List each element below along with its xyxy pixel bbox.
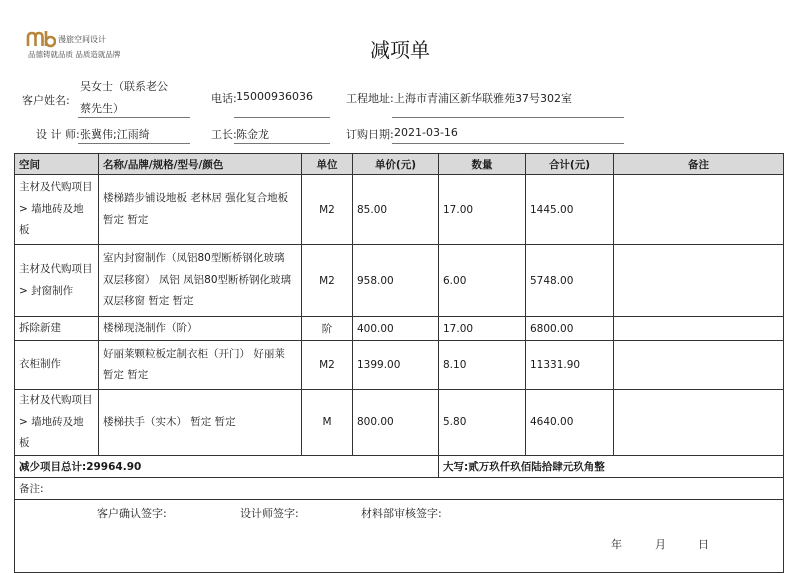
customer-name-line1: 吴女士（联系老公	[80, 80, 168, 93]
total-cell: 6800.00	[526, 317, 614, 341]
year-label: 年	[611, 537, 622, 551]
item-name-cell: 楼梯现浇制作（阶）	[99, 317, 302, 341]
col-header-name: 名称/品牌/规格/型号/颜色	[99, 154, 302, 175]
unit-cell: M2	[302, 245, 353, 317]
col-header-unit: 单位	[302, 154, 353, 175]
note-cell	[614, 317, 784, 341]
qty-cell: 6.00	[439, 245, 526, 317]
customer-name-line2: 蔡先生）	[80, 102, 124, 115]
company-name: 漫旅空间设计	[58, 35, 106, 44]
price-cell: 400.00	[353, 317, 439, 341]
order-date-label: 订购日期:	[346, 128, 394, 141]
order-date-value: 2021-03-16	[394, 126, 458, 139]
materials-signature-label: 材料部审核签字:	[361, 506, 442, 520]
remark-row	[15, 477, 784, 499]
col-header-total: 合计(元)	[526, 154, 614, 175]
total-cell: 4640.00	[526, 390, 614, 456]
company-slogan: 品德铸就品质 品质造就品牌	[28, 50, 121, 59]
note-cell	[614, 245, 784, 317]
designer-underline	[78, 143, 190, 144]
unit-cell: M2	[302, 341, 353, 390]
customer-label: 客户姓名:	[22, 94, 70, 107]
price-cell: 1399.00	[353, 341, 439, 390]
phone-underline	[234, 117, 330, 118]
foreman-underline	[234, 143, 330, 144]
total-amount: 减少项目总计:29964.90	[15, 455, 439, 477]
space-cell: 主材及代购项目 > 墙地砖及地板	[15, 390, 99, 456]
phone-label: 电话:	[211, 92, 237, 105]
remark-label: 备注:	[15, 477, 784, 499]
designer-label: 设 计 师:	[36, 128, 80, 141]
signature-row	[15, 499, 784, 572]
address-label: 工程地址:	[346, 92, 394, 105]
table-row	[15, 245, 784, 317]
designer-signature-label: 设计师签字:	[240, 506, 299, 520]
item-name-cell: 好丽莱颗粒板定制衣柜（开门） 好丽莱 暂定 暂定	[99, 341, 302, 390]
item-name-cell: 楼梯扶手（实木） 暂定 暂定	[99, 390, 302, 456]
col-header-qty: 数量	[439, 154, 526, 175]
item-name-cell: 楼梯踏步铺设地板 老林居 强化复合地板 暂定 暂定	[99, 175, 302, 245]
table-row	[15, 175, 784, 245]
designer-value: 张冀伟;江雨绮	[80, 128, 150, 141]
page-title: 减项单	[370, 38, 430, 62]
total-row	[15, 455, 784, 477]
unit-cell: 阶	[302, 317, 353, 341]
total-amount-capital: 大写:贰万玖仟玖佰陆拾肆元玖角整	[439, 455, 784, 477]
month-label: 月	[655, 537, 666, 551]
deduction-items-table	[14, 153, 784, 573]
table-header-row	[15, 154, 784, 175]
customer-underline	[78, 117, 190, 118]
day-label: 日	[698, 537, 709, 551]
item-name-cell: 室内封窗制作（凤铝80型断桥钢化玻璃 双层移窗） 凤铝 凤铝80型断桥钢化玻璃 双层移窗 暂定 暂定	[99, 245, 302, 317]
note-cell	[614, 341, 784, 390]
col-header-note: 备注	[614, 154, 784, 175]
table-row	[15, 390, 784, 456]
order-date-underline	[392, 143, 624, 144]
table-row	[15, 341, 784, 390]
price-cell: 800.00	[353, 390, 439, 456]
space-cell: 衣柜制作	[15, 341, 99, 390]
phone-value: 15000936036	[236, 90, 313, 103]
foreman-label: 工长:	[211, 128, 237, 141]
space-cell: 主材及代购项目 > 墙地砖及地板	[15, 175, 99, 245]
foreman-value: 陈金龙	[236, 128, 269, 141]
unit-cell: M	[302, 390, 353, 456]
space-cell: 拆除新建	[15, 317, 99, 341]
qty-cell: 8.10	[439, 341, 526, 390]
total-cell: 1445.00	[526, 175, 614, 245]
total-cell: 5748.00	[526, 245, 614, 317]
unit-cell: M2	[302, 175, 353, 245]
space-cell: 主材及代购项目 > 封窗制作	[15, 245, 99, 317]
total-cell: 11331.90	[526, 341, 614, 390]
qty-cell: 17.00	[439, 175, 526, 245]
address-value: 上海市青浦区新华联雅苑37号302室	[394, 92, 572, 105]
qty-cell: 17.00	[439, 317, 526, 341]
qty-cell: 5.80	[439, 390, 526, 456]
table-row	[15, 317, 784, 341]
note-cell	[614, 390, 784, 456]
price-cell: 85.00	[353, 175, 439, 245]
col-header-space: 空间	[15, 154, 99, 175]
address-underline	[392, 117, 624, 118]
price-cell: 958.00	[353, 245, 439, 317]
customer-signature-label: 客户确认签字:	[97, 506, 167, 520]
note-cell	[614, 175, 784, 245]
col-header-price: 单价(元)	[353, 154, 439, 175]
signature-cell	[15, 499, 784, 572]
